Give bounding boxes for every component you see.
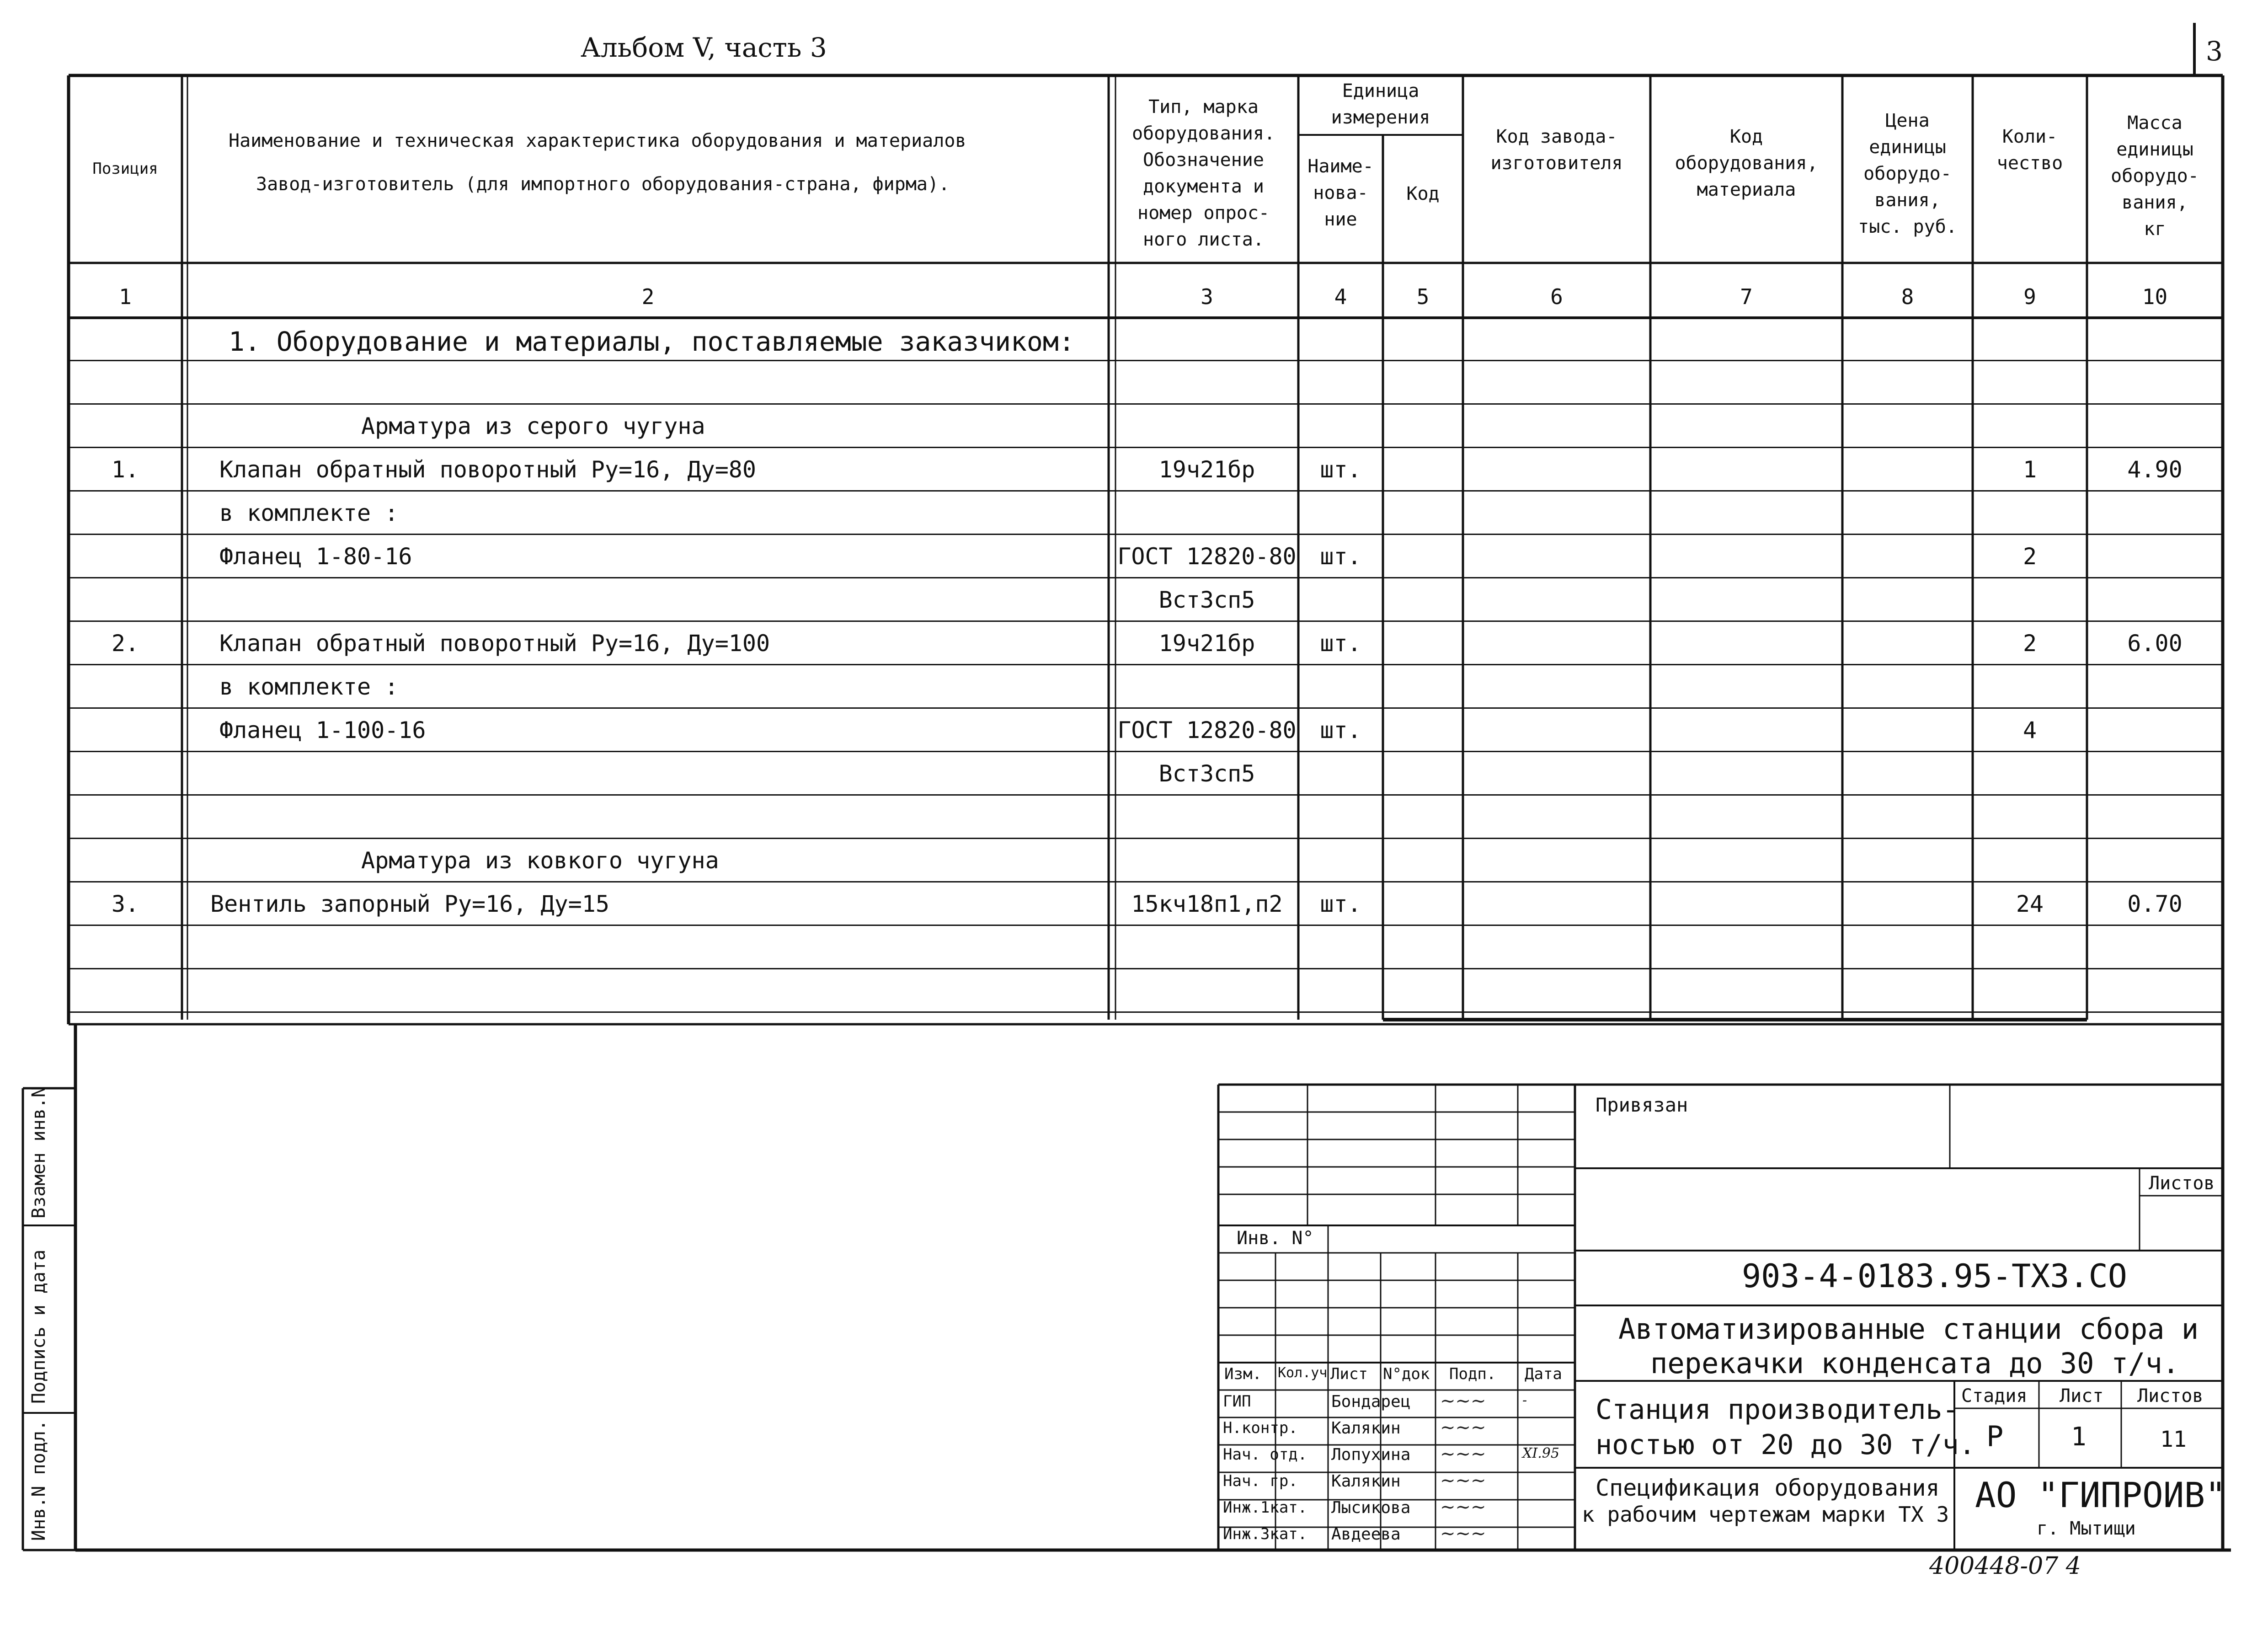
sheet-label: Лист [2060, 1385, 2104, 1406]
signature-name: Лысикова [1331, 1498, 1411, 1517]
part-title-line1: Станция производитель- [1596, 1394, 1959, 1426]
header-maker-code-line: Код завода- [1496, 126, 1617, 147]
table-cell-name: Клапан обратный поворотный Ру=16, Ду=80 [219, 456, 756, 483]
organization-city: г. Мытищи [2037, 1518, 2136, 1539]
table-cell-type: Вст3сп5 [1158, 760, 1255, 787]
attached-label: Привязан [1596, 1094, 1688, 1116]
col-number: 9 [2023, 284, 2036, 309]
header-type-line: номер опрос- [1137, 203, 1270, 224]
sheets-label-top: Листов [2149, 1173, 2215, 1194]
table-cell-name: Арматура из серого чугуна [361, 413, 705, 439]
col-number: 10 [2142, 284, 2168, 309]
table-cell-unit: шт. [1320, 630, 1361, 657]
signature-mark: ~~~ [1440, 1470, 1486, 1491]
table-cell-pos: 3. [111, 891, 139, 917]
signature-mark: ~~~ [1440, 1417, 1486, 1438]
header-name-line2: Завод-изготовитель (для импортного оборудования-страна, фирма). [256, 174, 950, 195]
header-unit-name-line: ние [1324, 209, 1357, 230]
header-price-line: единицы [1869, 137, 1946, 158]
tb-col-label: Изм. [1224, 1365, 1262, 1383]
header-qty-line: Коли- [2002, 126, 2058, 147]
table-cell-name: в комплекте : [219, 674, 399, 700]
table-cell-qty: 1 [2023, 456, 2037, 483]
sheet-value: 1 [2071, 1422, 2087, 1452]
tb-col-label: Лист [1330, 1365, 1368, 1383]
table-cell-mass: 0.70 [2127, 891, 2183, 917]
table-cell-qty: 4 [2023, 717, 2037, 743]
table-cell-name: Вентиль запорный Ру=16, Ду=15 [210, 891, 609, 917]
project-title-line2: перекачки конденсата до 30 т/ч. [1650, 1347, 2180, 1380]
table-cell-name: Арматура из ковкого чугуна [361, 847, 719, 874]
table-cell-name: в комплекте : [219, 500, 399, 526]
header-equip-code-line: материала [1697, 179, 1796, 200]
header-price-line: тыс. руб. [1858, 216, 1957, 237]
signature-role: Инж.1кат. [1223, 1498, 1307, 1517]
spec-title-line2: к рабочим чертежам марки ТХ 3 [1582, 1502, 1949, 1527]
header-unit-line: измерения [1331, 107, 1430, 128]
table-cell-unit: шт. [1320, 891, 1361, 917]
table-cell-qty: 24 [2016, 891, 2044, 917]
spec-title-line1: Спецификация оборудования [1596, 1475, 1940, 1501]
table-cell-type: 19ч21бр [1158, 456, 1255, 483]
header-unit-code: Код [1406, 183, 1440, 204]
table-cell-mass: 4.90 [2127, 456, 2183, 483]
signature-mark: ~~~ [1440, 1497, 1486, 1518]
table-cell-type: 19ч21бр [1158, 630, 1255, 657]
table-cell-type: 15кч18п1,п2 [1131, 891, 1283, 917]
album-title: Альбом V, часть 3 [581, 32, 827, 63]
table-cell-type: Вст3сп5 [1158, 587, 1255, 613]
signature-mark: ~~~ [1440, 1523, 1486, 1544]
doc-code: 903-4-0183.95-ТХ3.СО [1742, 1257, 2127, 1295]
header-type-line: Тип, марка [1148, 96, 1259, 118]
header-mass-line: вания, [2122, 192, 2188, 213]
part-title-line2: ностью от 20 до 30 т/ч. [1596, 1429, 1975, 1461]
table-cell-pos: 1. [111, 456, 139, 483]
table-cell-qty: 2 [2023, 630, 2037, 657]
header-price-line: вания, [1874, 190, 1941, 211]
signature-date: XI.95 [1522, 1445, 1559, 1461]
signature-mark: ~~~ [1440, 1444, 1486, 1465]
table-cell-name: Клапан обратный поворотный Ру=16, Ду=100 [219, 630, 770, 657]
side-stamp-replace-inv: Взамен инв.N [28, 1086, 49, 1219]
table-cell-name: 1. Оборудование и материалы, поставляемые заказчиком: [229, 326, 1075, 357]
signature-date: - [1522, 1392, 1527, 1408]
signature-mark: ~~~ [1440, 1390, 1486, 1412]
col-number: 1 [119, 284, 132, 309]
header-qty-line: чество [1996, 153, 2063, 174]
header-equip-code-line: оборудования, [1675, 153, 1818, 174]
signature-name: Калякин [1331, 1419, 1401, 1438]
header-unit-name-line: нова- [1313, 182, 1368, 203]
header-position: Позиция [92, 160, 158, 178]
header-equip-code-line: Код [1729, 126, 1763, 147]
side-stamp-sign-date: Подпись и дата [28, 1249, 49, 1404]
corner-sheet-number: 3 [2206, 36, 2223, 67]
header-mass-line: кг [2144, 219, 2166, 240]
table-cell-unit: шт. [1320, 717, 1361, 743]
header-type-line: Обозначение [1143, 150, 1264, 171]
sheets-value: 11 [2160, 1427, 2187, 1452]
table-cell-mass: 6.00 [2127, 630, 2183, 657]
footer-code: 400448-07 4 [1929, 1552, 2081, 1580]
signature-role: Инж.3кат. [1223, 1525, 1307, 1543]
table-cell-qty: 2 [2023, 543, 2037, 570]
signature-name: Лопухина [1331, 1445, 1411, 1464]
signature-role: Н.контр. [1223, 1419, 1298, 1437]
table-cell-unit: шт. [1320, 543, 1361, 570]
header-mass-line: оборудо- [2111, 166, 2199, 187]
table-cell-type: ГОСТ 12820-80 [1117, 717, 1297, 743]
header-type-line: оборудования. [1131, 123, 1275, 144]
table-cell-unit: шт. [1320, 456, 1361, 483]
col-number: 3 [1201, 284, 1213, 309]
tb-col-label: N°док [1383, 1365, 1430, 1383]
table-cell-name: Фланец 1-100-16 [219, 717, 426, 743]
header-price-line: Цена [1885, 110, 1930, 131]
table-cell-name: Фланец 1-80-16 [219, 543, 412, 570]
col-number: 8 [1901, 284, 1914, 309]
header-unit-line: Единица [1342, 80, 1420, 102]
tb-col-label: Кол.уч [1278, 1365, 1328, 1381]
header-type-line: ного листа. [1143, 229, 1264, 250]
header-mass-line: единицы [2116, 139, 2193, 160]
stage-label: Стадия [1961, 1385, 2028, 1406]
tb-col-label: Подп. [1449, 1365, 1496, 1383]
header-type-line: документа и [1143, 176, 1264, 197]
table-cell-pos: 2. [111, 630, 139, 657]
stage-value: Р [1986, 1420, 2004, 1453]
col-number: 6 [1550, 284, 1563, 309]
header-name-line1: Наименование и техническая характеристика оборудования и материалов [229, 130, 966, 151]
header-mass-line: Масса [2127, 112, 2183, 134]
col-number: 4 [1334, 284, 1347, 309]
signature-name: Бондарец [1331, 1392, 1411, 1411]
header-unit-name-line: Наиме- [1307, 156, 1374, 177]
col-number: 7 [1740, 284, 1753, 309]
header-maker-code-line: изготовителя [1490, 153, 1623, 174]
col-number: 5 [1416, 284, 1430, 309]
table-cell-type: ГОСТ 12820-80 [1117, 543, 1297, 570]
tb-col-label: Дата [1525, 1365, 1562, 1383]
signature-name: Калякин [1331, 1472, 1401, 1491]
col-number: 2 [641, 284, 655, 309]
side-stamp-inv-original: Инв.N подл. [28, 1420, 49, 1541]
organization-name: АО "ГИПРОИВ" [1975, 1475, 2226, 1515]
signature-role: ГИП [1223, 1392, 1251, 1411]
signature-role: Нач. гр. [1223, 1472, 1298, 1490]
signature-role: Нач. отд. [1223, 1445, 1307, 1464]
sheets-label: Листов [2137, 1385, 2204, 1406]
signature-name: Авдеева [1331, 1525, 1401, 1544]
inv-no-label: Инв. N° [1237, 1228, 1314, 1249]
project-title-line1: Автоматизированные станции сбора и [1618, 1312, 2199, 1346]
header-price-line: оборудо- [1863, 163, 1952, 184]
